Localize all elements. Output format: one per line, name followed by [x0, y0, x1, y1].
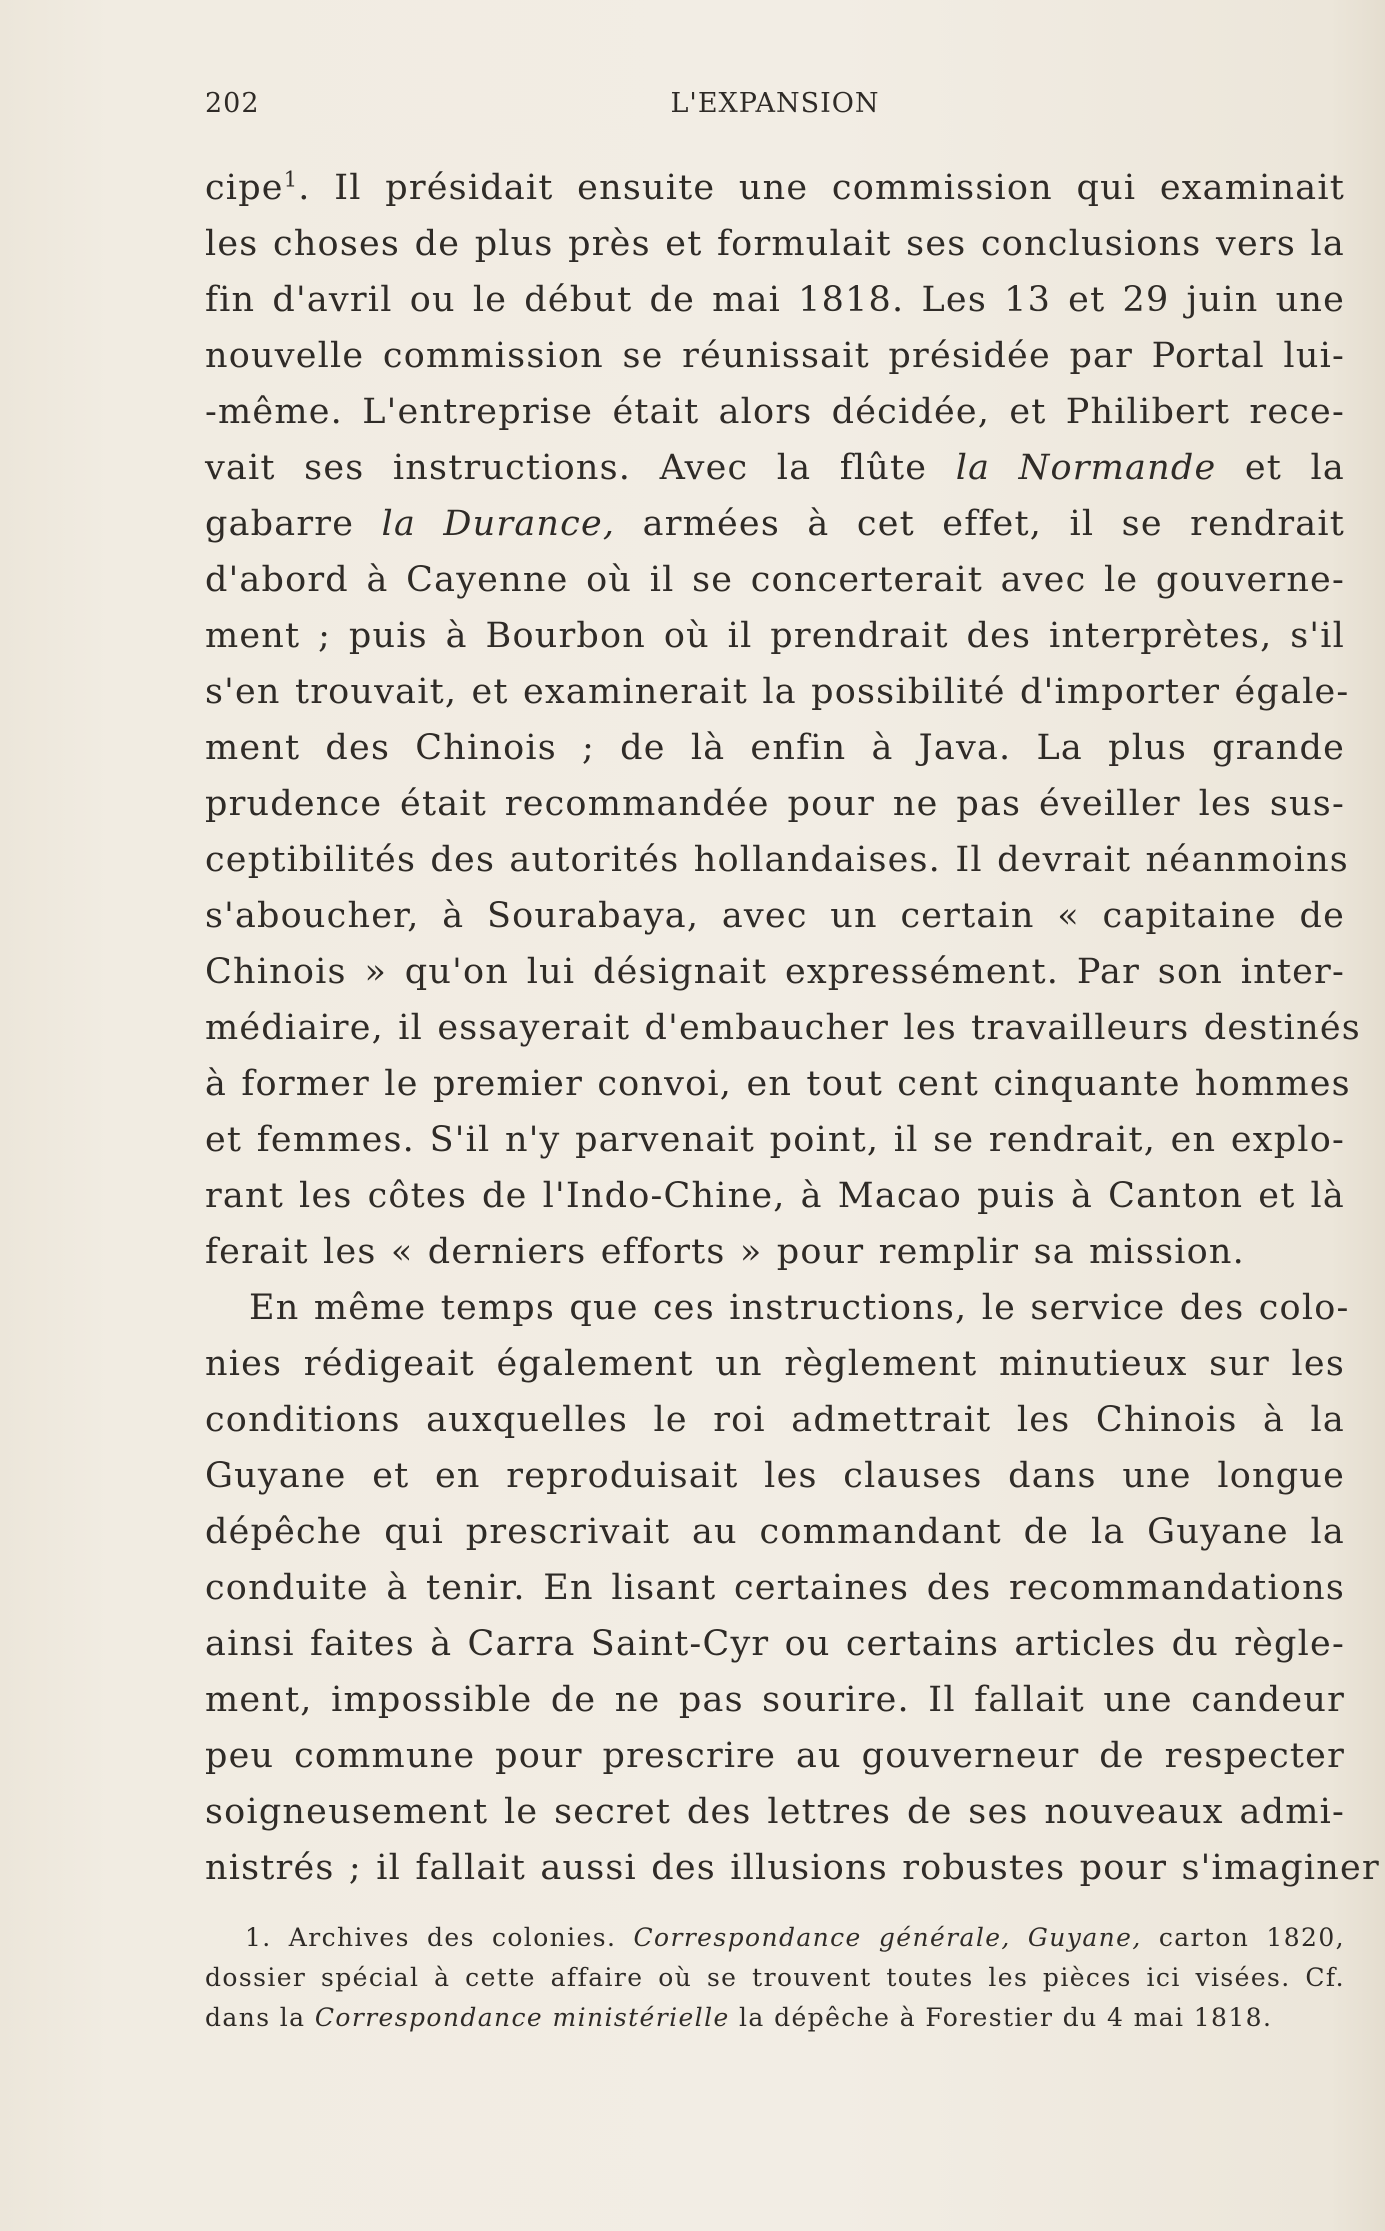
running-title: L'EXPANSION — [670, 88, 880, 119]
text-line: dépêche qui prescrivait au commandant de la Guyane la — [205, 1512, 1345, 1552]
footnote-line: 1. Archives des colonies. Correspondance générale, Guyane, carton 1820, — [245, 1923, 1345, 1952]
text-line: et femmes. S'il n'y parvenait point, il se rendrait, en explo- — [205, 1120, 1345, 1160]
text-line: ment ; puis à Bourbon où il prendrait des interprètes, s'il — [205, 616, 1345, 656]
text-line: s'en trouvait, et examinerait la possibilité d'importer égale- — [205, 672, 1350, 712]
ship-name: la Normande — [955, 448, 1217, 488]
text-line: médiaire, il essayerait d'embaucher les travailleurs destinés — [205, 1008, 1361, 1048]
text-line: -même. L'entreprise était alors décidée, et Philibert rece- — [205, 392, 1345, 432]
text-line: soigneusement le secret des lettres de ses nouveaux admi- — [205, 1792, 1345, 1832]
text-line: les choses de plus près et formulait ses conclusions vers la — [205, 224, 1345, 264]
text-line: conditions auxquelles le roi admettrait les Chinois à la — [205, 1400, 1345, 1440]
text-line-paragraph-end: ferait les « derniers efforts » pour remplir sa mission. — [205, 1232, 1245, 1272]
text-line: ainsi faites à Carra Saint-Cyr ou certains articles du règle- — [205, 1624, 1345, 1664]
text-line: nies rédigeait également un règlement minutieux sur les — [205, 1344, 1345, 1384]
text-line-paragraph-start: En même temps que ces instructions, le service des colo- — [249, 1288, 1350, 1328]
text-line: d'abord à Cayenne où il se concerterait avec le gouverne- — [205, 560, 1345, 600]
text-line: à former le premier convoi, en tout cent cinquante hommes — [205, 1064, 1351, 1104]
ship-name: la Durance, — [381, 504, 616, 544]
footnote-line: dossier spécial à cette affaire où se trouvent toutes les pièces ici visées. Cf. — [205, 1963, 1345, 1992]
footnote-reference[interactable]: 1 — [283, 167, 299, 192]
body-text — [205, 160, 1380, 1896]
text-line: fin d'avril ou le début de mai 1818. Les 13 et 29 juin une — [205, 280, 1345, 320]
text-line: cipe$^1$. Il présidait ensuite une commission qui examinait — [205, 167, 1345, 208]
page-number: 202 — [205, 88, 260, 119]
text-line: rant les côtes de l'Indo-Chine, à Macao puis à Canton et là — [205, 1176, 1345, 1216]
text-line: Guyane et en reproduisait les clauses dans une longue — [205, 1456, 1345, 1496]
text-line: s'aboucher, à Sourabaya, avec un certain « capitaine de — [205, 896, 1345, 936]
page-header — [205, 88, 1345, 128]
text-line: prudence était recommandée pour ne pas éveiller les sus- — [205, 784, 1345, 824]
text-line: ment des Chinois ; de là enfin à Java. La plus grande — [205, 728, 1345, 768]
text-line: conduite à tenir. En lisant certaines des recommandations — [205, 1568, 1345, 1608]
text-line: gabarre la Durance, armées à cet effet, il se rendrait — [205, 504, 1345, 544]
footnotes — [205, 1918, 1345, 2038]
text-line: Chinois » qu'on lui désignait expressément. Par son inter- — [205, 952, 1345, 992]
text-line: nouvelle commission se réunissait présidée par Portal lui- — [205, 336, 1345, 376]
text-line: nistrés ; il fallait aussi des illusions robustes pour s'imaginer — [205, 1848, 1380, 1888]
text-line: ceptibilités des autorités hollandaises. Il devrait néanmoins — [205, 840, 1349, 880]
text-line: vait ses instructions. Avec la flûte la Normande et la — [205, 448, 1345, 488]
text-line: ment, impossible de ne pas sourire. Il fallait une candeur — [205, 1680, 1345, 1720]
footnote-line: dans la Correspondance ministérielle la dépêche à Forestier du 4 mai 1818. — [205, 2003, 1273, 2032]
text-line: peu commune pour prescrire au gouverneur de respecter — [205, 1736, 1345, 1776]
